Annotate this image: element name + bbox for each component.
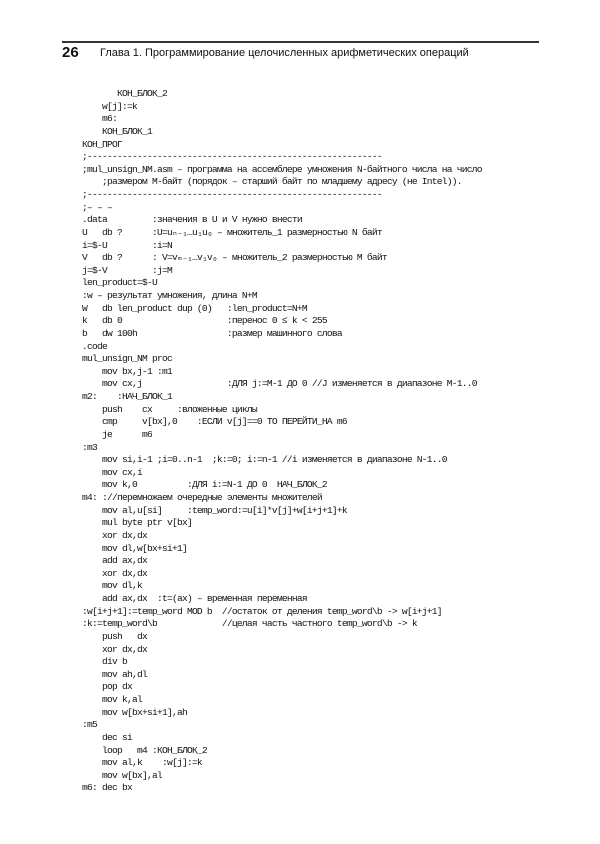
code-line: xor dx,dx: [82, 643, 147, 655]
code-line: .data :значения в U и V нужно внести: [82, 214, 302, 226]
code-line: cmp v[bx],0 :ЕСЛИ v[j]==0 ТО ПЕРЕЙТИ_НА m6: [82, 416, 347, 428]
code-line: ;-----------------------------------------------------------: [82, 151, 382, 163]
code-line: je m6: [82, 428, 152, 440]
code-line: k db 0 :перенос 0 ≤ k < 255: [82, 315, 327, 327]
code-line: m4: ://перемножаем очередные элементы множителей: [82, 492, 322, 503]
code-line: mov w[bx+si+1],ah: [82, 706, 187, 718]
code-line: div b: [82, 656, 127, 668]
code-line: mov al,u[si] :temp_word:=u[i]*v[j]+w[i+j+1]+k: [82, 504, 347, 516]
code-line: len_product=$-U: [82, 277, 157, 289]
code-line: :w[i+j+1]:=temp_word MOD b //остаток от деления temp_word\b -> w[i+j+1]: [82, 605, 442, 617]
code-line: w[j]:=k: [82, 100, 137, 112]
code-line: mov dl,k: [82, 580, 142, 592]
code-line: dec si: [82, 731, 132, 743]
code-line: mov al,k :w[j]:=k: [82, 757, 202, 769]
code-line: m6: dec bx: [82, 782, 132, 794]
code-line: add ax,dx: [82, 555, 147, 567]
code-line: loop m4 :КОН_БЛОК_2: [82, 744, 207, 756]
code-line: ;mul_unsign_NM.asm – программа на ассемблере умножения N-байтного числа на число: [82, 163, 482, 175]
code-line: mov bx,j-1 :m1: [82, 365, 172, 377]
code-line: V db ? : V=vₘ₋₁…v₁v₀ – множитель_2 размерностью М байт: [82, 252, 387, 264]
code-line: ;– – –: [82, 201, 112, 213]
code-line: ;размером М-байт (порядок – старший байт по младшему адресу (не Intel)).: [82, 176, 462, 188]
code-line: КОН_БЛОК_2: [82, 88, 167, 99]
code-line: W db len_product dup (0) :len_product=N+M: [82, 302, 307, 314]
code-line: m2: :НАЧ_БЛОК_1: [82, 391, 172, 402]
code-line: push cx :вложенные циклы: [82, 403, 257, 415]
code-line: :w – результат умножения, длина N+M: [82, 290, 257, 301]
code-line: U db ? :U=uₙ₋₁…u₁u₀ – множитель_1 размерностью N байт: [82, 226, 382, 238]
code-line: mov dl,w[bx+si+1]: [82, 542, 187, 554]
code-line: mov si,i-1 ;i=0..n-1 ;k:=0; i:=n-1 //i изменяется в диапазоне N-1..0: [82, 454, 447, 466]
code-line: .code: [82, 340, 107, 352]
code-line: mul byte ptr v[bx]: [82, 517, 192, 529]
code-line: mov k,0 :ДЛЯ i:=N-1 ДО 0 НАЧ_БЛОК_2: [82, 479, 327, 491]
code-line: ;-----------------------------------------------------------: [82, 189, 382, 200]
code-line: b dw 100h :размер машинного слова: [82, 327, 342, 339]
code-line: push dx: [82, 630, 147, 642]
code-line: mov cx,j :ДЛЯ j:=M-1 ДО 0 //J изменяется в диапазоне M-1..0: [82, 378, 477, 390]
code-line: add ax,dx :t=(ax) – временная переменная: [82, 593, 307, 604]
code-line: mov k,al: [82, 694, 142, 705]
code-line: mul_unsign_NM proc: [82, 353, 172, 365]
code-line: mov cx,i: [82, 466, 142, 478]
code-line: mov ah,dl: [82, 668, 147, 680]
code-line: j=$-V :j=M: [82, 264, 172, 276]
code-line: m6:: [82, 113, 117, 125]
chapter-title: Глава 1. Программирование целочисленных арифметических операций: [100, 47, 469, 59]
code-line: :m5: [82, 719, 97, 731]
code-line: xor dx,dx: [82, 567, 147, 579]
code-listing: [82, 88, 482, 795]
code-line: КОН_БЛОК_1: [82, 125, 152, 137]
header-rule: [62, 41, 539, 43]
code-line: i=$-U :i=N: [82, 239, 172, 251]
code-line: :k:=temp_word\b //целая часть частного temp_word\b -> k: [82, 618, 417, 630]
code-line: mov w[bx],al: [82, 769, 162, 781]
code-line: :m3: [82, 441, 97, 453]
code-line: xor dx,dx: [82, 529, 147, 541]
page-number: 26: [62, 44, 79, 61]
code-line: КОН_ПРОГ: [82, 138, 122, 150]
code-line: pop dx: [82, 681, 132, 693]
